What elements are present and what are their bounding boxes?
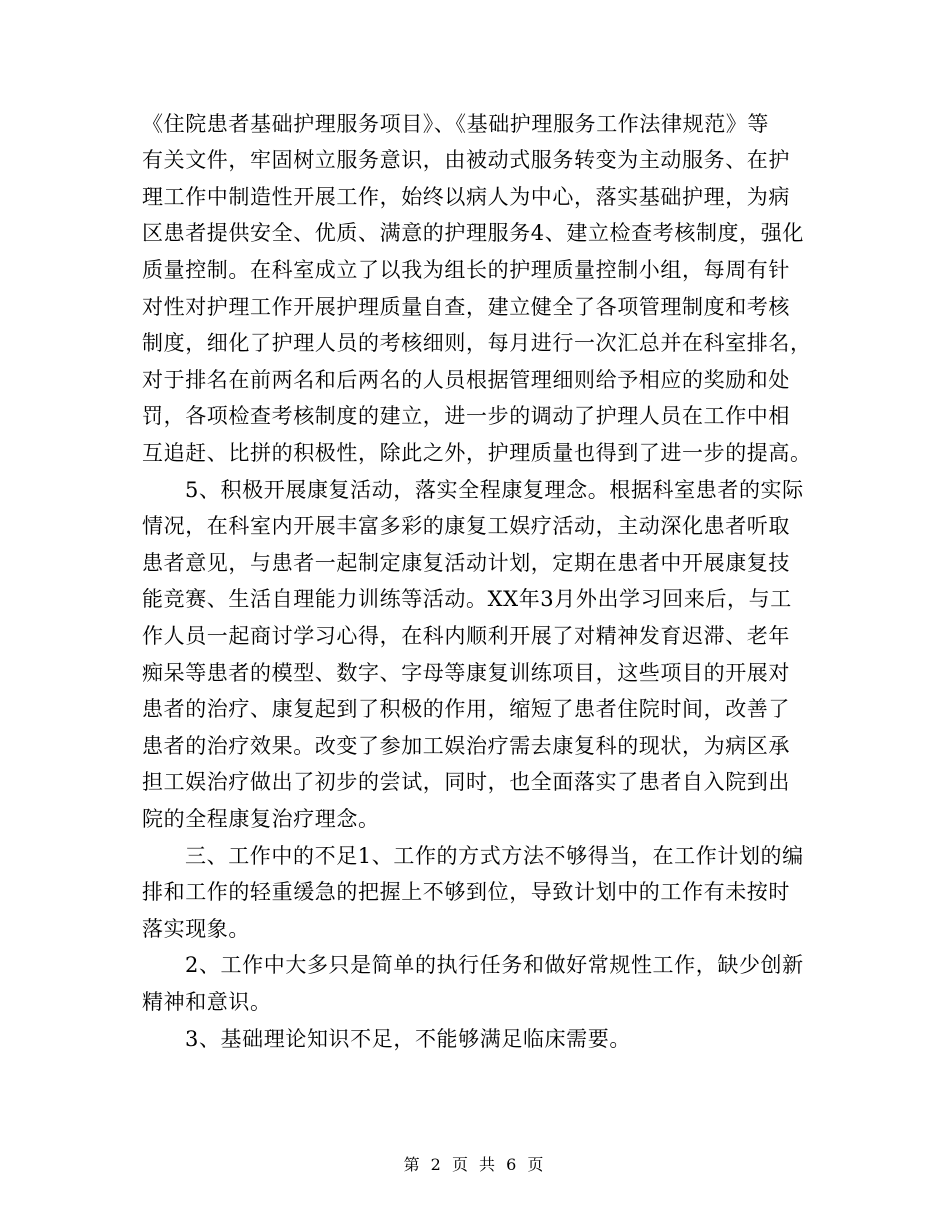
text-line: 院的全程康复治疗理念。: [142, 807, 380, 831]
text-line: 排和工作的轻重缓急的把握上不够到位，导致计划中的工作有未按时: [142, 880, 790, 904]
text-line: 担工娱治疗做出了初步的尝试，同时，也全面落实了患者自入院到出: [142, 770, 790, 794]
text-line: 患者的治疗效果。改变了参加工娱治疗需去康复科的现状，为病区承: [142, 734, 790, 758]
text-line: 患者意见，与患者一起制定康复活动计划，定期在患者中开展康复技: [142, 551, 790, 575]
text-line: 理工作中制造性开展工作，始终以病人为中心，落实基础护理，为病: [142, 185, 790, 209]
text-line: 对性对护理工作开展护理质量自查，建立健全了各项管理制度和考核: [142, 295, 790, 319]
text-line: 《住院患者基础护理服务项目》、《基础护理服务工作法律规范》等: [142, 112, 769, 136]
text-line: 互追赶、比拼的积极性，除此之外，护理质量也得到了进一步的提高。: [142, 441, 812, 465]
text-line: 对于排名在前两名和后两名的人员根据管理细则给予相应的奖励和处: [142, 368, 790, 392]
paragraph-first-line: 3、基础理论知识不足，不能够满足临床需要。: [185, 1027, 631, 1051]
text-line: 落实现象。: [142, 917, 250, 941]
page-footer: 第 2 页 共 6 页: [403, 1155, 547, 1174]
text-line: 患者的治疗、康复起到了积极的作用，缩短了患者住院时间，改善了: [142, 697, 790, 721]
text-line: 作人员一起商讨学习心得，在科内顺利开展了对精神发育迟滞、老年: [142, 624, 790, 648]
text-line: 能竞赛、生活自理能力训练等活动。XX年3月外出学习回来后，与工: [142, 587, 792, 611]
text-line: 制度，细化了护理人员的考核细则，每月进行一次汇总并在科室排名，: [142, 331, 812, 355]
paragraph-first-line: 5、积极开展康复活动，落实全程康复理念。根据科室患者的实际: [185, 478, 804, 502]
text-line: 痴呆等患者的模型、数字、字母等康复训练项目，这些项目的开展对: [142, 661, 790, 685]
text-line: 精神和意识。: [142, 990, 272, 1014]
text-line: 质量控制。在科室成立了以我为组长的护理质量控制小组，每周有针: [142, 258, 790, 282]
text-line: 情况，在科室内开展丰富多彩的康复工娱疗活动，主动深化患者听取: [142, 514, 790, 538]
paragraph-first-line: 2、工作中大多只是简单的执行任务和做好常规性工作，缺少创新: [185, 953, 804, 977]
paragraph-first-line: 三、工作中的不足1、工作的方式方法不够得当，在工作计划的编: [185, 844, 804, 868]
text-line: 区患者提供安全、优质、满意的护理服务4、建立检查考核制度，强化: [142, 221, 804, 245]
text-line: 罚，各项检查考核制度的建立，进一步的调动了护理人员在工作中相: [142, 404, 790, 428]
text-line: 有关文件，牢固树立服务意识，由被动式服务转变为主动服务、在护: [142, 148, 790, 172]
